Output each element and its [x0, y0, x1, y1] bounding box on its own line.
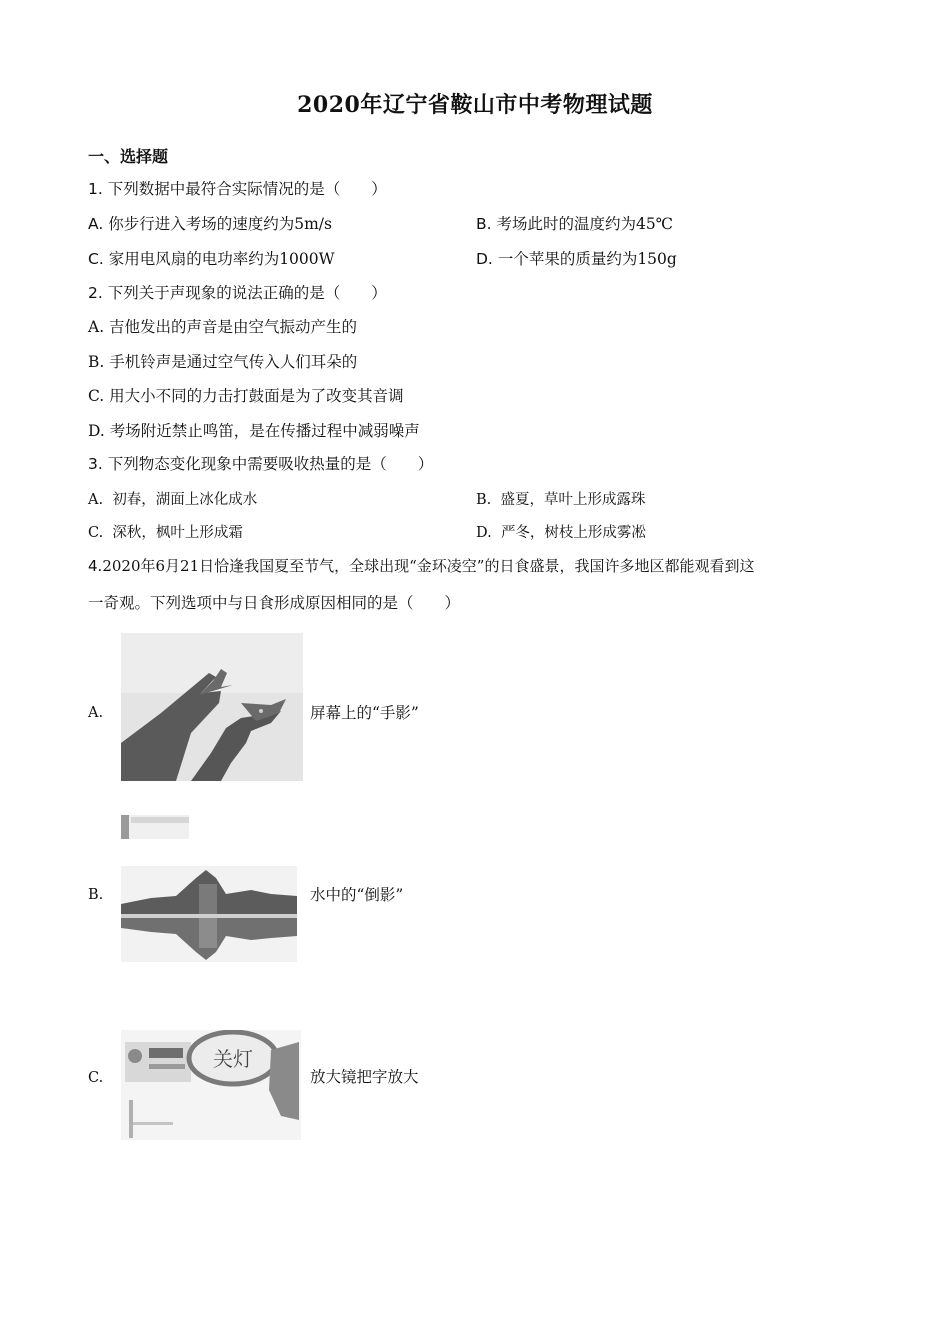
question-1-number: 1.: [88, 180, 103, 198]
question-2-option-b: B. 手机铃声是通过空气传入人们耳朵的: [88, 353, 358, 371]
option-label: C.: [88, 525, 104, 541]
question-3-option-b: [476, 489, 645, 511]
option-text: 初春，湖面上冰化成水: [112, 492, 258, 508]
question-4-stem-line1: [88, 555, 754, 577]
question-2-number: 2.: [88, 284, 103, 302]
option-label: C.: [88, 250, 104, 268]
option-label: B.: [476, 215, 492, 233]
option-label: B.: [476, 492, 492, 508]
question-3-option-d: [476, 522, 646, 544]
question-4-number: 4.: [88, 557, 103, 575]
question-2-text: 下列关于声现象的说法正确的是（ ）: [107, 284, 387, 302]
option-label: A.: [88, 215, 104, 233]
question-3-option-c: [88, 522, 243, 544]
image-fragment: [121, 815, 189, 839]
question-2-option-a: A. 吉他发出的声音是由空气振动产生的: [88, 318, 358, 336]
question-2-option-c: C. 用大小不同的力击打鼓面是为了改变其音调: [88, 387, 404, 405]
question-1-stem: [88, 178, 387, 200]
hand-shadow-photo: [121, 633, 303, 781]
option-text: 考场此时的温度约为45℃: [496, 215, 674, 233]
option-text: 盛夏，草叶上形成露珠: [500, 492, 646, 508]
question-1-option-d: [476, 248, 677, 270]
option-label: D.: [476, 250, 493, 268]
question-3-option-a: [88, 489, 257, 511]
option-label: D.: [476, 525, 492, 541]
question-1-option-a: [88, 213, 332, 235]
question-4-option-c-label: C.: [88, 1070, 104, 1086]
question-4-option-b-label: B.: [88, 887, 104, 903]
water-reflection-photo: [121, 866, 297, 962]
question-4-option-b-caption: 水中的“倒影”: [310, 886, 404, 904]
option-text: 严冬，树枝上形成雾凇: [500, 525, 646, 541]
option-text: 一个苹果的质量约为150g: [497, 250, 677, 268]
option-text: 深秋，枫叶上形成霜: [112, 525, 243, 541]
question-1-option-b: [476, 213, 673, 235]
option-text: 你步行进入考场的速度约为5m/s: [108, 215, 332, 233]
question-4-option-a-label: A.: [88, 705, 104, 721]
question-3-text: 下列物态变化现象中需要吸收热量的是（ ）: [107, 455, 434, 473]
question-1-option-c: [88, 248, 335, 270]
question-4-option-a-caption: 屏幕上的“手影”: [310, 704, 419, 722]
question-3-stem: [88, 453, 433, 475]
option-text: 家用电风扇的电功率约为1000W: [108, 250, 335, 268]
question-3-number: 3.: [88, 455, 103, 473]
page-title: 2020年辽宁省鞍山市中考物理试题: [297, 92, 653, 118]
question-4-stem-line2: 一奇观。下列选项中与日食形成原因相同的是（ ）: [88, 594, 461, 612]
section-heading: 一、选择题: [88, 147, 169, 166]
question-4-option-c-caption: 放大镜把字放大: [310, 1068, 419, 1086]
question-2-option-d: D. 考场附近禁止鸣笛，是在传播过程中减弱噪声: [88, 422, 420, 440]
option-label: A.: [88, 492, 104, 508]
question-2-stem: [88, 282, 387, 304]
question-4-text: 2020年6月21日恰逢我国夏至节气，全球出现“金环凌空”的日食盛景，我国许多地区都能观看到这: [102, 557, 755, 575]
question-1-text: 下列数据中最符合实际情况的是（ ）: [107, 180, 387, 198]
magnifier-photo: [121, 1030, 301, 1140]
magnifier-text: 关灯: [213, 1047, 253, 1071]
